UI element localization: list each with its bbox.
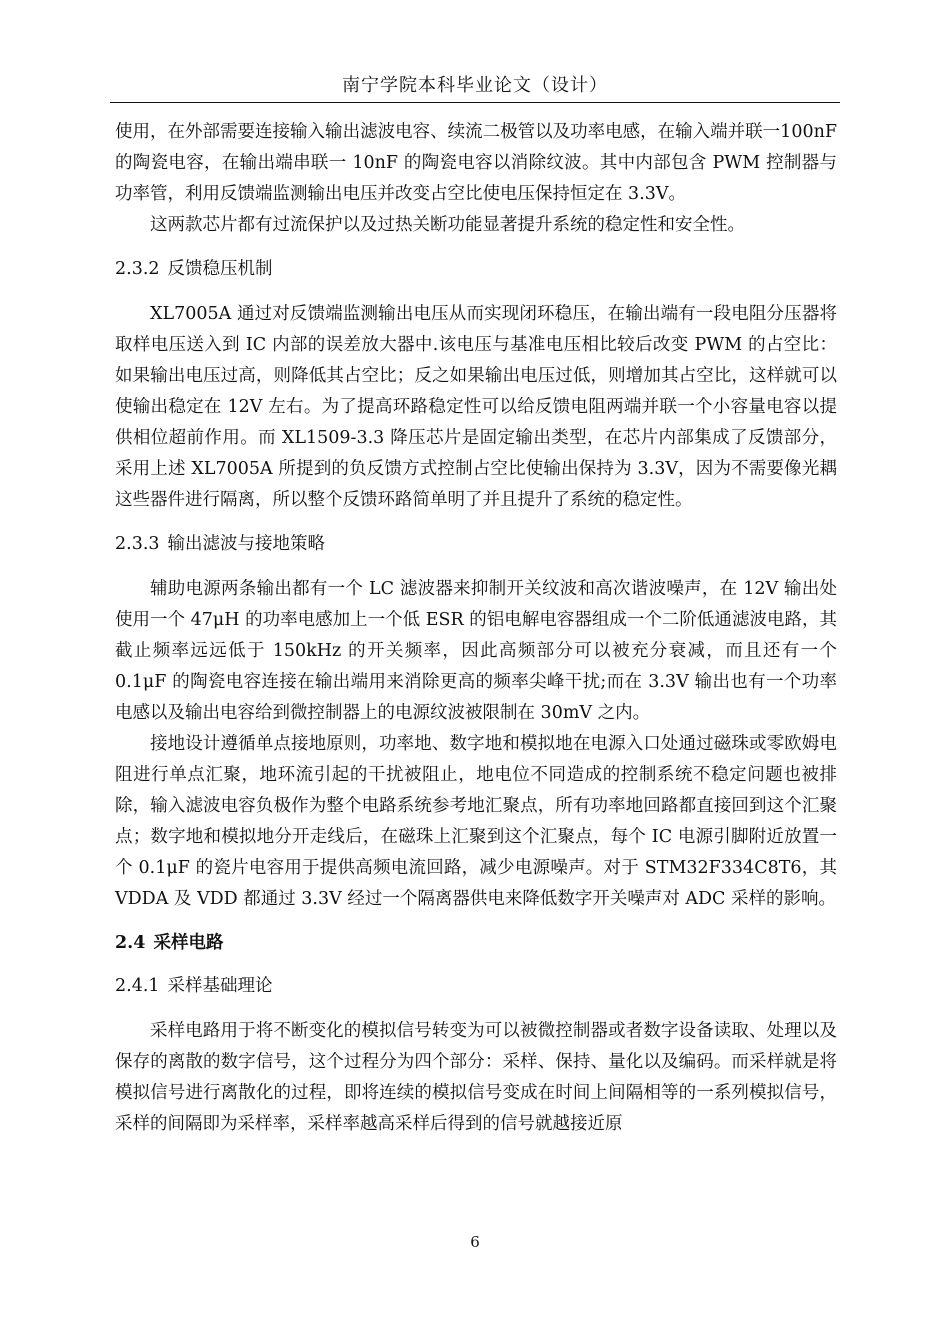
section-title: 采样电路 <box>153 933 224 953</box>
section-heading-2-3-3 <box>115 529 837 560</box>
section-heading-2-4 <box>115 928 837 959</box>
section-title: 输出滤波与接地策略 <box>167 534 326 554</box>
header-rule <box>110 102 840 103</box>
page-body <box>115 117 837 1140</box>
section-number: 2.4 <box>115 933 146 953</box>
paragraph-sampling-theory: 采样电路用于将不断变化的模拟信号转变为可以被微控制器或者数字设备读取、处理以及保存的离散的数字信号，这个过程分为四个部分：采样、保持、量化以及编码。而采样就是将模拟信号进行离散化的过程，即将连续的模拟信号变成在时间上间隔相等的一系列模拟信号，采样的间隔即为采样率，采样率越高采样后得到的信号就越接近原 <box>115 1021 837 1134</box>
section-title: 反馈稳压机制 <box>167 259 273 279</box>
section-number: 2.3.2 <box>115 259 160 279</box>
section-title: 采样基础理论 <box>167 976 273 996</box>
section-heading-2-3-2 <box>115 254 837 285</box>
section-number: 2.3.3 <box>115 534 160 554</box>
paragraph-continuation: 使用，在外部需要连接输入输出滤波电容、续流二极管以及功率电感，在输入端并联一100nF 的陶瓷电容，在输出端串联一 10nF 的陶瓷电容以消除纹波。其中内部包含 PWM 控制器与功率管，利用反馈端监测输出电压并改变占空比使电压保持恒定在 3.3V。 <box>115 122 837 204</box>
paragraph-grounding: 接地设计遵循单点接地原则，功率地、数字地和模拟地在电源入口处通过磁珠或零欧姆电阻进行单点汇聚，地环流引起的干扰被阻止，地电位不同造成的控制系统不稳定问题也被排除，输入滤波电容负极作为整个电路系统参考地汇聚点，所有功率地回路都直接回到这个汇聚点；数字地和模拟地分开走线后，在磁珠上汇聚到这个汇聚点，每个 IC 电源引脚附近放置一个 0.1μF 的瓷片电容用于提供高频电流回路，减少电源噪声。对于 STM32F334C8T6，其 VDDA 及 VDD 都通过 3.3V 经过一个隔离器供电来降低数字开关噪声对 ADC 采样的影响。 <box>115 734 837 909</box>
running-header-title: 南宁学院本科毕业论文（设计） <box>342 75 608 96</box>
page-number: 6 <box>470 1233 480 1251</box>
section-number: 2.4.1 <box>115 976 160 996</box>
paragraph-feedback-regulation: XL7005A 通过对反馈端监测输出电压从而实现闭环稳压，在输出端有一段电阻分压器将取样电压送入到 IC 内部的误差放大器中.该电压与基准电压相比较后改变 PWM 的占空比：如果输出电压过高，则降低其占空比；反之如果输出电压过低，则增加其占空比，这样就可以使输出稳定在 12V 左右。为了提高环路稳定性可以给反馈电阻两端并联一个小容量电容以提供相位超前作用。而 XL1509-3.3 降压芯片是固定输出类型，在芯片内部集成了反馈部分，采用上述 XL7005A 所提到的负反馈方式控制占空比使输出保持为 3.3V，因为不需要像光耦这些器件进行隔离，所以整个反馈环路简单明了并且提升了系统的稳定性。 <box>115 304 837 510</box>
section-heading-2-4-1 <box>115 971 837 1002</box>
paragraph-output-filter: 辅助电源两条输出都有一个 LC 滤波器来抑制开关纹波和高次谐波噪声，在 12V 输出处使用一个 47μH 的功率电感加上一个低 ESR 的铝电解电容器组成一个二阶低通滤波电路，其截止频率远远低于 150kHz 的开关频率，因此高频部分可以被充分衰减，而且还有一个 0.1μF 的陶瓷电容连接在输出端用来消除更高的频率尖峰干扰;而在 3.3V 输出也有一个功率电感以及输出电容给到微控制器上的电源纹波被限制在 30mV 之内。 <box>115 579 837 723</box>
paragraph-protection: 这两款芯片都有过流保护以及过热关断功能显著提升系统的稳定性和安全性。 <box>150 215 745 235</box>
